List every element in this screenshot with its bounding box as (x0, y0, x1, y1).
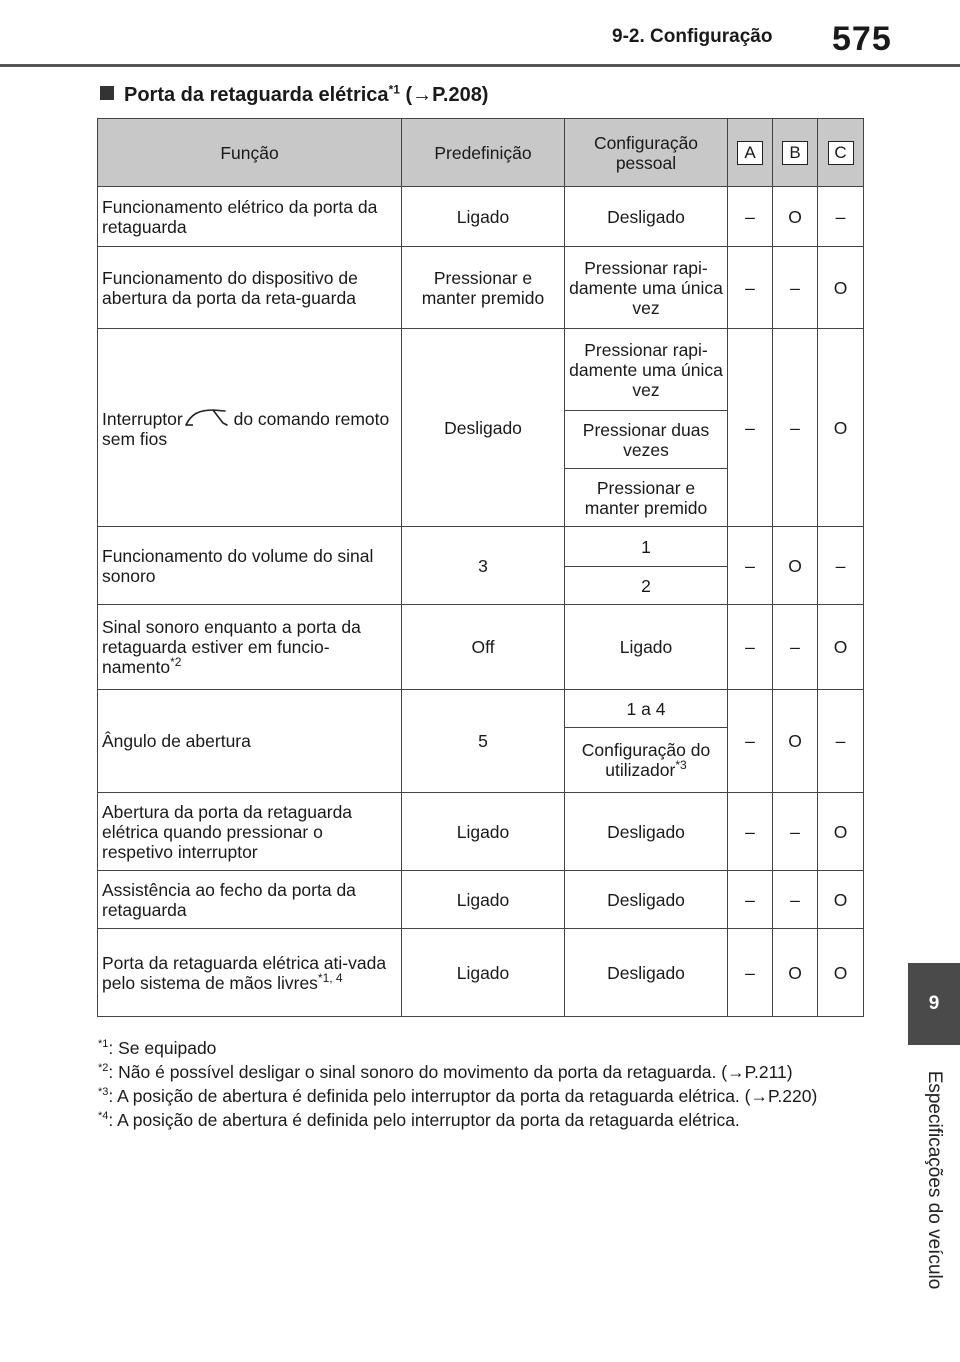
header-c (818, 119, 864, 187)
cell-default: 5 (402, 690, 565, 793)
cell-custom: Pressionar duas vezes (565, 411, 728, 469)
back-door-icon (183, 406, 229, 428)
table-row (98, 247, 864, 329)
cell-a: – (728, 793, 773, 871)
footnote: $^{*1}$: Se equipado (98, 1038, 217, 1058)
cell-a: – (728, 605, 773, 690)
cell-default: Ligado (402, 187, 565, 247)
cell-c: O (818, 793, 864, 871)
section-title: Porta da retaguarda elétrica$^{*1}$ (→P.208) (100, 84, 488, 107)
cell-c: O (818, 247, 864, 329)
chapter-tab[interactable]: 9 (908, 963, 960, 1045)
table-row (98, 929, 864, 1017)
cell-a: – (728, 871, 773, 929)
cell-function: Funcionamento elétrico da porta da retaguarda (98, 187, 402, 247)
cell-custom: Configuração do utilizador$^{*3}$ (565, 728, 728, 793)
table-row (98, 527, 864, 567)
cell-c: O (818, 329, 864, 527)
cell-custom: Pressionar rapi-damente uma única vez (565, 329, 728, 411)
cell-custom: Desligado (565, 929, 728, 1017)
cell-custom: Pressionar e manter premido (565, 469, 728, 527)
square-bullet-icon (100, 86, 114, 100)
letter-a-icon: A (737, 141, 763, 165)
cell-b: – (773, 605, 818, 690)
cell-custom: Desligado (565, 871, 728, 929)
cell-a: – (728, 690, 773, 793)
cell-c: O (818, 929, 864, 1017)
cell-custom: 2 (565, 567, 728, 605)
header-divider (0, 64, 960, 67)
cell-b: O (773, 929, 818, 1017)
cell-c: O (818, 605, 864, 690)
cell-default: 3 (402, 527, 565, 605)
cell-a: – (728, 247, 773, 329)
footnotes (98, 1036, 878, 1132)
cell-default: Ligado (402, 871, 565, 929)
cell-c: – (818, 187, 864, 247)
header-a (728, 119, 773, 187)
cell-function: Ângulo de abertura (98, 690, 402, 793)
cell-b: – (773, 247, 818, 329)
cell-custom: 1 (565, 527, 728, 567)
footnote: $^{*4}$: A posição de abertura é definida pelo interruptor da porta da retaguarda elétrica. (98, 1110, 740, 1130)
cell-b: – (773, 871, 818, 929)
page-number: 575 (832, 20, 892, 58)
cell-b: – (773, 329, 818, 527)
cell-custom: Desligado (565, 793, 728, 871)
cell-b: O (773, 187, 818, 247)
cell-a: – (728, 929, 773, 1017)
letter-c-icon: C (828, 141, 854, 165)
cell-custom: Desligado (565, 187, 728, 247)
cell-a: – (728, 527, 773, 605)
header-configuracao: Configuração pessoal (565, 119, 728, 187)
cell-b: – (773, 793, 818, 871)
cell-default: Ligado (402, 929, 565, 1017)
cell-function: Interruptor do comando remoto sem fios (98, 329, 402, 527)
table-row (98, 329, 864, 411)
footnote: $^{*3}$: A posição de abertura é definida pelo interruptor da porta da retaguarda elétrica. (→P.220) (98, 1086, 818, 1106)
table-row (98, 187, 864, 247)
cell-custom: Ligado (565, 605, 728, 690)
cell-default: Pressionar e manter premido (402, 247, 565, 329)
table-row (98, 793, 864, 871)
cell-function: Funcionamento do volume do sinal sonoro (98, 527, 402, 605)
table-header-row (98, 119, 864, 187)
settings-table (97, 118, 864, 1017)
footnote: $^{*2}$: Não é possível desligar o sinal sonoro do movimento da porta da retaguarda. (→P.211) (98, 1062, 793, 1082)
section-header: 9-2. Configuração (612, 26, 773, 47)
chapter-label: Especificações do veículo (924, 1070, 945, 1290)
cell-function: Abertura da porta da retaguarda elétrica quando pressionar o respetivo interruptor (98, 793, 402, 871)
cell-a: – (728, 187, 773, 247)
header-funcao: Função (98, 119, 402, 187)
cell-default: Desligado (402, 329, 565, 527)
header-b (773, 119, 818, 187)
cell-a: – (728, 329, 773, 527)
cell-b: O (773, 690, 818, 793)
letter-b-icon: B (782, 141, 808, 165)
cell-custom: Pressionar rapi-damente uma única vez (565, 247, 728, 329)
cell-custom: 1 a 4 (565, 690, 728, 728)
cell-default: Ligado (402, 793, 565, 871)
table-row (98, 605, 864, 690)
cell-function: Funcionamento do dispositivo de abertura da porta da reta-guarda (98, 247, 402, 329)
cell-function: Assistência ao fecho da porta da retaguarda (98, 871, 402, 929)
cell-function: Porta da retaguarda elétrica ati-vada pelo sistema de mãos livres$^{*1, 4}$ (98, 929, 402, 1017)
cell-b: O (773, 527, 818, 605)
cell-c: – (818, 527, 864, 605)
cell-function: Sinal sonoro enquanto a porta da retaguarda estiver em funcio-namento$^{*2}$ (98, 605, 402, 690)
cell-default: Off (402, 605, 565, 690)
table-row (98, 690, 864, 728)
cell-c: – (818, 690, 864, 793)
header-predefinicao: Predefinição (402, 119, 565, 187)
table-row (98, 871, 864, 929)
cell-c: O (818, 871, 864, 929)
